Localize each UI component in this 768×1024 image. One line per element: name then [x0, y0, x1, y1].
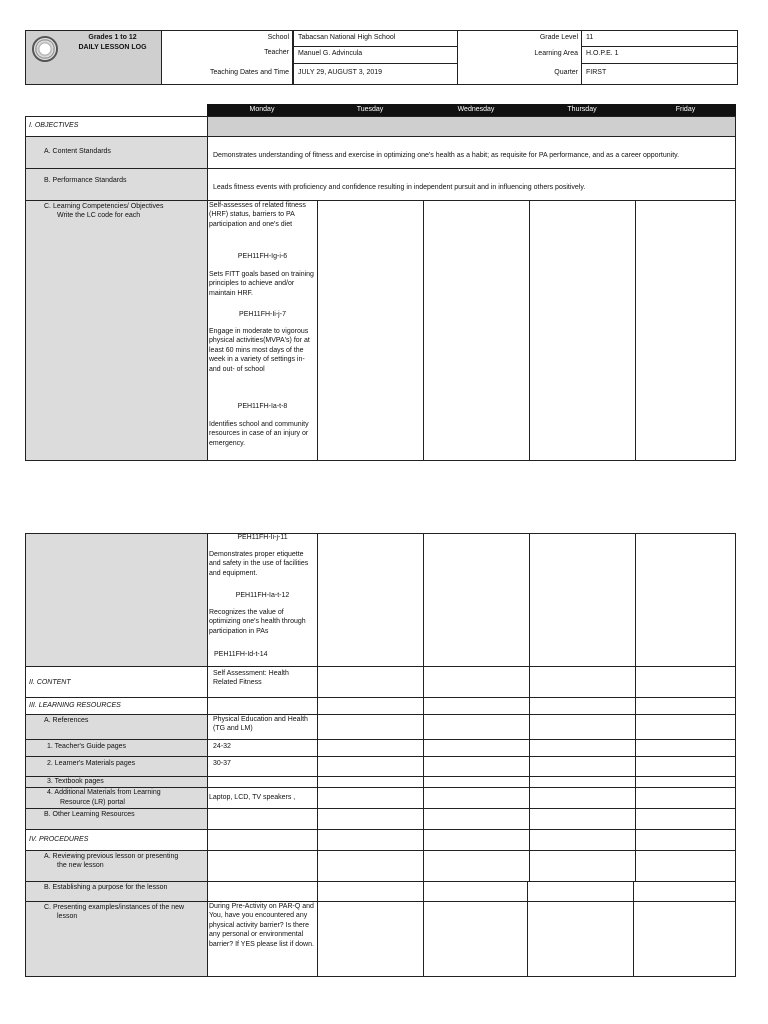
presenting-tue-cell [317, 901, 424, 977]
school-label: School [267, 34, 289, 41]
content-standards-label: A. Content Standards [44, 148, 111, 155]
grade-level-value: 11 [586, 34, 594, 41]
lc4-text: Identifies school and community resources in case of an injury or emergency. [209, 421, 309, 447]
lc5-code: PEH11FH-Ia-t-12 [235, 592, 290, 599]
other-tue-cell [317, 808, 424, 830]
lm-thu-cell [529, 756, 636, 777]
quarter-value: FIRST [586, 69, 607, 76]
references-tue-cell [317, 714, 424, 740]
lm-label: 2. Learner's Materials pages [47, 760, 136, 767]
content-standards-text: Demonstrates understanding of fitness and exercise in optimizing one's health as a habit; as requisite for PA performance, and as a career opportunity. [213, 152, 680, 159]
reviewing-label-1: A. Reviewing previous lesson or presenting [44, 853, 179, 860]
additional-tue-cell [317, 787, 424, 809]
resources-wed-cell [423, 697, 530, 715]
references-value: Physical Education and Health (TG and LM) [213, 716, 308, 733]
additional-wed-cell [423, 787, 530, 809]
quarter-label: Quarter [554, 69, 578, 76]
purpose-fri-cell [633, 881, 736, 902]
references-thu-cell [529, 714, 636, 740]
lc-tuesday-cell [317, 200, 424, 461]
purpose-thu-cell [527, 881, 634, 902]
purpose-wed-cell [423, 881, 528, 902]
lc3-code: PEH11FH-Ia-t-8 [237, 403, 288, 410]
presenting-fri-cell [633, 901, 736, 977]
reviewing-wed-cell [423, 850, 530, 882]
grade-level-cell [581, 30, 738, 47]
lc2-wednesday-cell [423, 533, 530, 667]
tg-fri-cell [635, 739, 736, 757]
content-fri-cell [635, 666, 736, 698]
additional-thu-cell [529, 787, 636, 809]
references-fri-cell [635, 714, 736, 740]
day-wednesday: Wednesday [457, 106, 495, 113]
other-wed-cell [423, 808, 530, 830]
presenting-label-1: C. Presenting examples/instances of the new [44, 904, 185, 911]
additional-label-2: Resource (LR) portal [60, 799, 125, 806]
lc-thursday-cell [529, 200, 636, 461]
procedures-thu-cell [529, 829, 636, 851]
lc6-text: Recognizes the value of optimizing one's health through participation in PAs [209, 609, 306, 635]
presenting-value: During Pre-Activity on PAR-Q and You, have you encountered any physical activity barrier? Is there any personal or environmental barrier? If YES please list if down. [209, 903, 314, 948]
lc5-text: Demonstrates proper etiquette and safety in the use of facilities and equipment. [209, 551, 309, 577]
lm-wed-cell [423, 756, 530, 777]
day-thursday: Thursday [567, 106, 597, 113]
references-label: A. References [44, 717, 89, 724]
textbook-label: 3. Textbook pages [47, 778, 104, 785]
reviewing-thu-cell [529, 850, 636, 882]
day-friday: Friday [675, 106, 696, 113]
resources-fri-cell [635, 697, 736, 715]
resources-title: III. LEARNING RESOURCES [29, 702, 121, 709]
deped-seal-icon [32, 36, 58, 62]
lc1-code: PEH11FH-Ig-i-6 [237, 253, 288, 260]
school-value: Tabacsan National High School [298, 34, 396, 41]
content-title: II. CONTENT [29, 679, 71, 686]
content-thu-cell [529, 666, 636, 698]
log-title: DAILY LESSON LOG [78, 44, 147, 51]
dates-value: JULY 29, AUGUST 3, 2019 [298, 69, 383, 76]
grade-level-label: Grade Level [539, 34, 578, 41]
lc-label-1: C. Learning Competencies/ Objectives [44, 203, 164, 210]
procedures-title: IV. PROCEDURES [29, 836, 89, 843]
lc2-code: PEH11FH-Ii-j-7 [239, 311, 286, 318]
learning-area-value: H.O.P.E. 1 [586, 50, 619, 57]
lc2-tuesday-cell [317, 533, 424, 667]
presenting-label-2: lesson [57, 913, 78, 920]
procedures-wed-cell [423, 829, 530, 851]
lc-label-cell [25, 200, 208, 461]
reviewing-mon-cell [207, 850, 318, 882]
references-wed-cell [423, 714, 530, 740]
resources-thu-cell [529, 697, 636, 715]
lc4-code: PEH11FH-Ii-j-11 [237, 534, 288, 541]
lm-value: 30-37 [213, 760, 231, 767]
tg-tue-cell [317, 739, 424, 757]
lc2-text: Sets FITT goals based on training principles to achieve and/or maintain HRF. [209, 271, 314, 297]
performance-standards-label: B. Performance Standards [44, 177, 127, 184]
objectives-gray-cell [207, 116, 736, 137]
other-thu-cell [529, 808, 636, 830]
lc-friday-cell [635, 200, 736, 461]
purpose-mon-cell [207, 881, 318, 902]
lc2-thursday-cell [529, 533, 636, 667]
reviewing-label-2: the new lesson [57, 862, 104, 869]
procedures-tue-cell [317, 829, 424, 851]
presenting-thu-cell [527, 901, 634, 977]
lm-tue-cell [317, 756, 424, 777]
lc3-text: Engage in moderate to vigorous physical activities(MVPA's) for at least 60 mins most days of the week in a variety of settings in- and out- of school [209, 328, 310, 373]
additional-label-1: 4. Additional Materials from Learning [47, 789, 161, 796]
grades-label: Grades 1 to 12 [88, 34, 137, 41]
content-tue-cell [317, 666, 424, 698]
lc-label-2: Write the LC code for each [57, 212, 141, 219]
day-monday: Monday [249, 106, 275, 113]
reviewing-tue-cell [317, 850, 424, 882]
lm-fri-cell [635, 756, 736, 777]
other-mon-cell [207, 808, 318, 830]
dates-label: Teaching Dates and Time [210, 69, 289, 76]
additional-value: Laptop, LCD, TV speakers , [209, 794, 296, 801]
reviewing-fri-cell [635, 850, 736, 882]
other-resources-label: B. Other Learning Resources [44, 811, 135, 818]
tg-wed-cell [423, 739, 530, 757]
lc2-friday-cell [635, 533, 736, 667]
presenting-wed-cell [423, 901, 528, 977]
lc-continued-label-cell [25, 533, 208, 667]
lc-wednesday-cell [423, 200, 530, 461]
teacher-label: Teacher [264, 49, 289, 56]
tg-value: 24-32 [213, 743, 231, 750]
additional-fri-cell [635, 787, 736, 809]
objectives-title: I. OBJECTIVES [29, 122, 79, 129]
resources-tue-cell [317, 697, 424, 715]
content-value: Self Assessment: Health Related Fitness [213, 670, 289, 687]
other-fri-cell [635, 808, 736, 830]
tg-thu-cell [529, 739, 636, 757]
resources-mon-cell [207, 697, 318, 715]
lc6-code: PEH11FH-Id-t-14 [214, 651, 268, 658]
tg-label: 1. Teacher's Guide pages [47, 743, 127, 750]
day-tuesday: Tuesday [356, 106, 384, 113]
performance-standards-text: Leads fitness events with proficiency and confidence resulting in independent pursuit and in influencing others positively. [213, 184, 586, 191]
learning-area-label: Learning Area [534, 50, 578, 57]
lc1-text: Self-assesses of related fitness (HRF) status, barriers to PA participation and one's diet [209, 202, 306, 228]
purpose-label: B. Establishing a purpose for the lesson [44, 884, 168, 891]
purpose-tue-cell [317, 881, 424, 902]
content-wed-cell [423, 666, 530, 698]
procedures-fri-cell [635, 829, 736, 851]
procedures-mon-cell [207, 829, 318, 851]
teacher-value: Manuel G. Advincula [298, 50, 363, 57]
